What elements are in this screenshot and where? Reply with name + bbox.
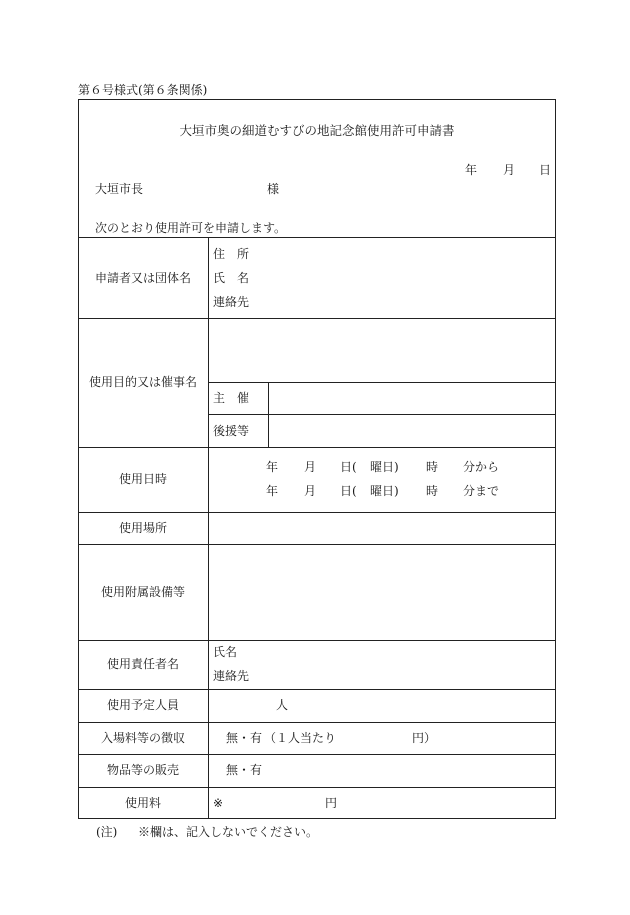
column-divider — [268, 382, 269, 447]
start-year: 年 — [266, 460, 279, 474]
divider — [78, 754, 556, 755]
fee-unit: 円 — [325, 796, 338, 810]
divider — [78, 237, 556, 238]
start-weekday: 曜日) — [370, 460, 399, 474]
attendees-unit: 人 — [276, 698, 289, 712]
form-title: 大垣市奥の細道むすびの地記念館使用許可申請書 — [179, 123, 455, 138]
start-hour: 時 — [426, 460, 439, 474]
sales-choice: 無・有 — [226, 763, 263, 777]
supporter-label: 後援等 — [213, 424, 250, 438]
fee-mark: ※ — [213, 796, 224, 810]
manager-contact-label: 連絡先 — [213, 669, 250, 683]
note-prefix: (注) — [96, 825, 118, 839]
end-day: 日( — [340, 484, 357, 498]
fee-label: 使用料 — [124, 796, 161, 810]
end-weekday: 曜日) — [370, 484, 399, 498]
divider — [78, 447, 556, 448]
manager-name-label: 氏名 — [213, 645, 238, 659]
end-hour: 時 — [426, 484, 439, 498]
addressee-honorific: 様 — [267, 182, 280, 196]
divider — [78, 512, 556, 513]
date-month[interactable]: 月 — [503, 163, 516, 177]
place-label: 使用場所 — [118, 521, 167, 535]
attendees-label: 使用予定人員 — [106, 698, 179, 712]
equipment-label: 使用附属設備等 — [100, 585, 185, 599]
applicant-name-label: 氏 名 — [213, 271, 250, 285]
note-text: ※欄は、記入しないでください。 — [138, 825, 319, 839]
admission-choice: 無・有 — [226, 731, 263, 745]
start-day: 日( — [340, 460, 357, 474]
applicant-contact-label: 連絡先 — [213, 295, 250, 309]
divider — [78, 689, 556, 690]
end-minute: 分まで — [463, 484, 500, 498]
divider — [208, 414, 556, 415]
divider — [78, 544, 556, 545]
start-month: 月 — [304, 460, 317, 474]
end-month: 月 — [304, 484, 317, 498]
datetime-label: 使用日時 — [118, 472, 167, 486]
divider — [208, 382, 556, 383]
form-number: 第６号様式(第６条関係) — [78, 83, 208, 97]
end-year: 年 — [266, 484, 279, 498]
date-day[interactable]: 日 — [539, 163, 552, 177]
intro-text: 次のとおり使用許可を申請します。 — [95, 221, 287, 235]
admission-per-person: （１人当たり — [264, 731, 337, 745]
divider — [78, 787, 556, 788]
divider — [78, 722, 556, 723]
divider — [78, 318, 556, 319]
purpose-label: 使用目的又は催事名 — [88, 375, 197, 389]
organizer-label: 主 催 — [213, 391, 250, 405]
date-year[interactable]: 年 — [465, 163, 478, 177]
admission-label: 入場料等の徴収 — [100, 731, 185, 745]
manager-label: 使用責任者名 — [106, 657, 179, 671]
start-minute: 分から — [463, 460, 500, 474]
addressee-name: 大垣市長 — [95, 182, 144, 196]
applicant-address-label: 住 所 — [213, 247, 250, 261]
applicant-label: 申請者又は団体名 — [94, 271, 191, 285]
column-divider — [208, 237, 209, 819]
divider — [78, 640, 556, 641]
admission-unit: 円） — [412, 731, 437, 745]
sales-label: 物品等の販売 — [106, 763, 179, 777]
